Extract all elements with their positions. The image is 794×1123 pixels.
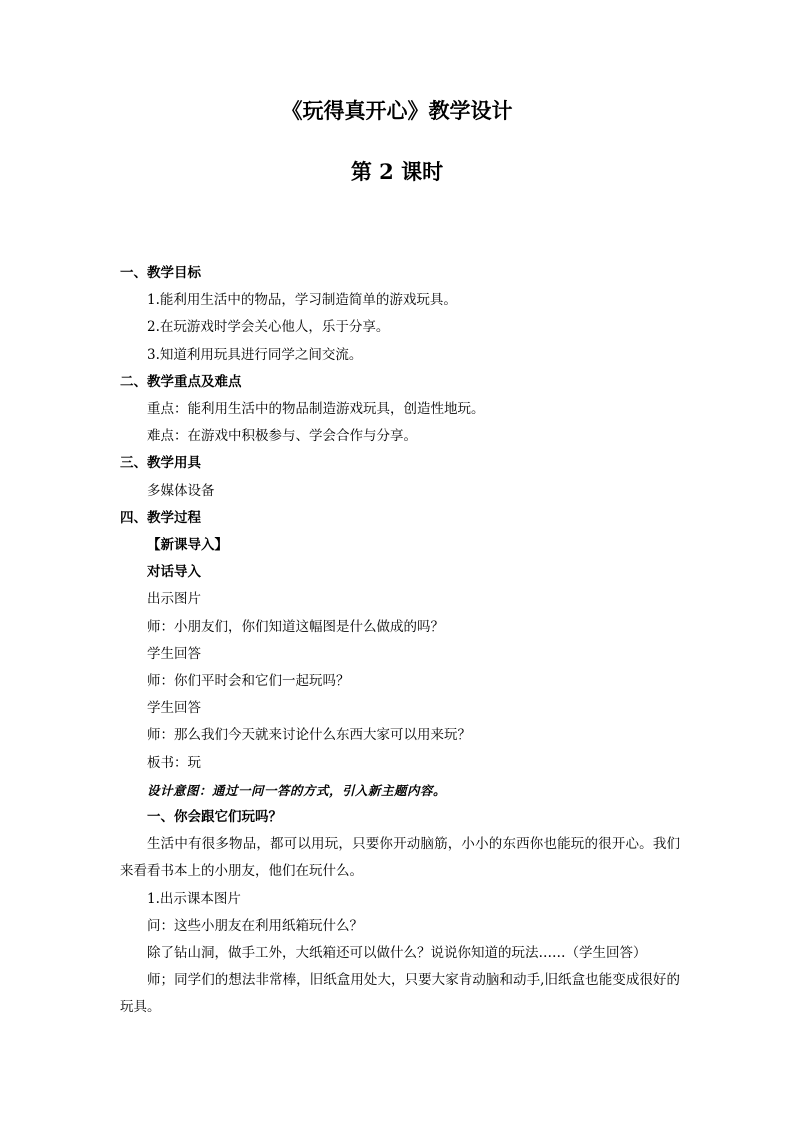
key-point-item: 重点：能利用生活中的物品制造游戏玩具，创造性地玩。: [147, 401, 485, 418]
document-title: 《玩得真开心》教学设计: [281, 98, 513, 123]
design-intent-note: 设计意图：通过一问一答的方式，引入新主题内容。: [147, 782, 447, 798]
new-lesson-label: 【新课导入】: [147, 537, 228, 554]
process-line: 板书：玩: [147, 754, 201, 771]
process-line: 学生回答: [147, 645, 201, 662]
objective-item: 2.在玩游戏时学会关心他人，乐于分享。: [147, 319, 390, 336]
process-line: 问：这些小朋友在利用纸箱玩什么？: [147, 917, 363, 934]
document-subtitle: 第 2 课时: [350, 159, 444, 184]
objective-item: 3.知道利用玩具进行同学之间交流。: [147, 346, 363, 363]
section-heading-process: 四、教学过程: [120, 509, 201, 526]
process-line: 出示图片: [147, 591, 201, 608]
tool-item: 多媒体设备: [147, 482, 215, 499]
process-line: 师：你们平时会和它们一起玩吗？: [147, 673, 350, 690]
process-line: 除了钻山洞，做手工外，大纸箱还可以做什么？说说你知道的玩法……（学生回答）: [147, 945, 647, 962]
part1-heading: 一、你会跟它们玩吗？: [147, 809, 282, 826]
process-line: 师：小朋友们，你们知道这幅图是什么做成的吗？: [147, 618, 444, 635]
paragraph: 师；同学们的想法非常棒，旧纸盒用处大，只要大家肯动脑和动手,旧纸盒也能变成很好的玩具。: [120, 972, 680, 1016]
process-line: 学生回答: [147, 700, 201, 717]
section-heading-objectives: 一、教学目标: [120, 265, 201, 281]
paragraph: 生活中有很多物品，都可以用玩，只要你开动脑筋，小小的东西你也能玩的很开心。我们来看看书本上的小朋友，他们在玩什么。: [120, 836, 680, 880]
dialogue-label: 对话导入: [147, 564, 201, 581]
section-heading-tools: 三、教学用具: [120, 455, 201, 472]
objective-item: 1.能利用生活中的物品，学习制造简单的游戏玩具。: [147, 292, 457, 309]
document-body: [120, 260, 680, 1022]
process-line: 师：那么我们今天就来讨论什么东西大家可以用来玩？: [147, 727, 471, 744]
section-heading-key-points: 二、教学重点及难点: [120, 373, 242, 390]
process-line: 1.出示课本图片: [147, 890, 241, 907]
key-point-item: 难点：在游戏中积极参与、学会合作与分享。: [147, 428, 417, 445]
